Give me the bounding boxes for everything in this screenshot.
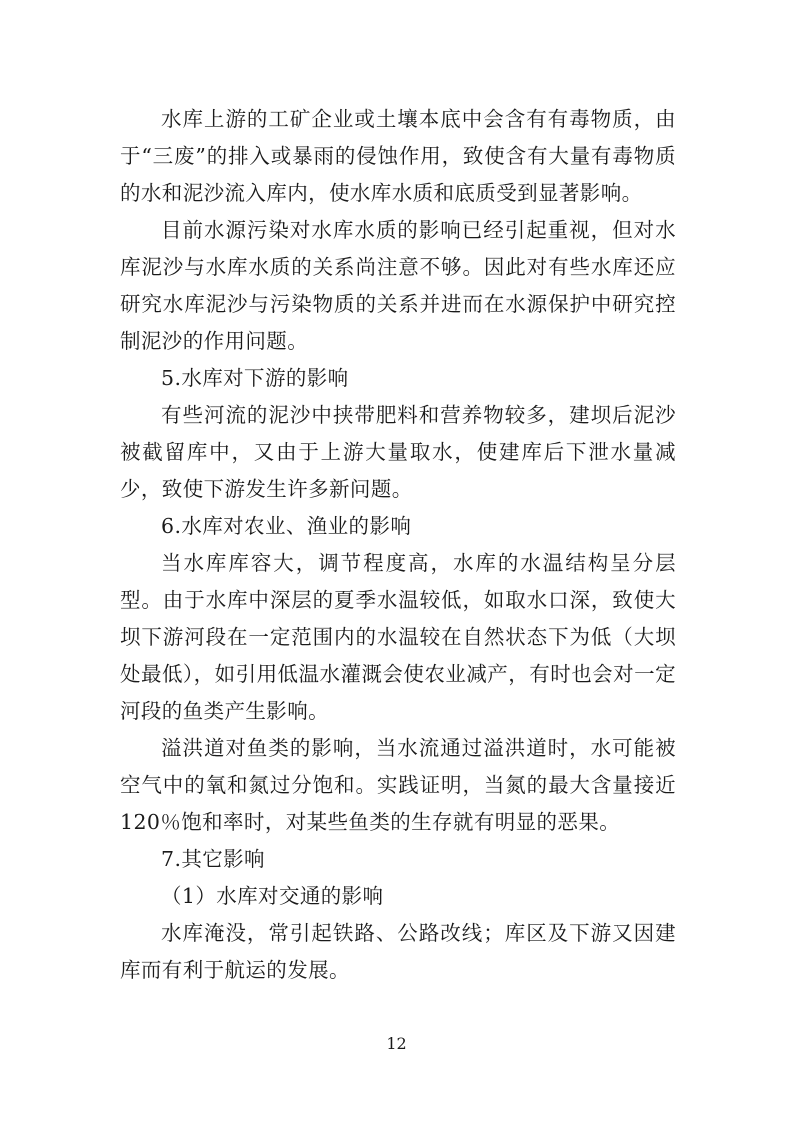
paragraph-upstream-pollution: 水库上游的工矿企业或土壤本底中会含有有毒物质，由于“三废”的排入或暴雨的侵蚀作用，致使含有大量有毒物质的水和泥沙流入库内，使水库水质和底质受到显著影响。	[120, 107, 676, 205]
page-number: 12	[386, 1034, 407, 1053]
subsection-heading-transport: （1）水库对交通的影响	[161, 884, 384, 908]
paragraph-water-source-pollution: 目前水源污染对水库水质的影响已经引起重视，但对水库泥沙与水库水质的关系尚注意不够。因此对有些水库还应研究水库泥沙与污染物质的关系并进而在水源保护中研究控制泥沙的作用问题。	[120, 218, 676, 353]
section-heading-agriculture-fishery: 6.水库对农业、渔业的影响	[161, 514, 412, 538]
paragraph-water-temperature: 当水库库容大，调节程度高，水库的水温结构呈分层型。由于水库中深层的夏季水温较低，如取水口深，致使大坝下游河段在一定范围内的水温较在自然状态下为低（大坝处最低），如引用低温水灌溉会使农业减产，有时也会对一定河段的鱼类产生影响。	[120, 551, 676, 723]
section-heading-downstream: 5.水库对下游的影响	[161, 366, 349, 390]
paragraph-transport-effects: 水库淹没，常引起铁路、公路改线；库区及下游又因建库而有利于航运的发展。	[120, 921, 676, 982]
section-heading-other-effects: 7.其它影响	[161, 847, 265, 871]
paragraph-spillway-fish: 溢洪道对鱼类的影响，当水流通过溢洪道时，水可能被空气中的氧和氮过分饱和。实践证明，当氮的最大含量接近120％饱和率时，对某些鱼类的生存就有明显的恶果。	[120, 736, 676, 834]
paragraph-downstream-effects: 有些河流的泥沙中挟带肥料和营养物较多，建坝后泥沙被截留库中，又由于上游大量取水，使建库后下泄水量减少，致使下游发生许多新问题。	[120, 403, 676, 501]
